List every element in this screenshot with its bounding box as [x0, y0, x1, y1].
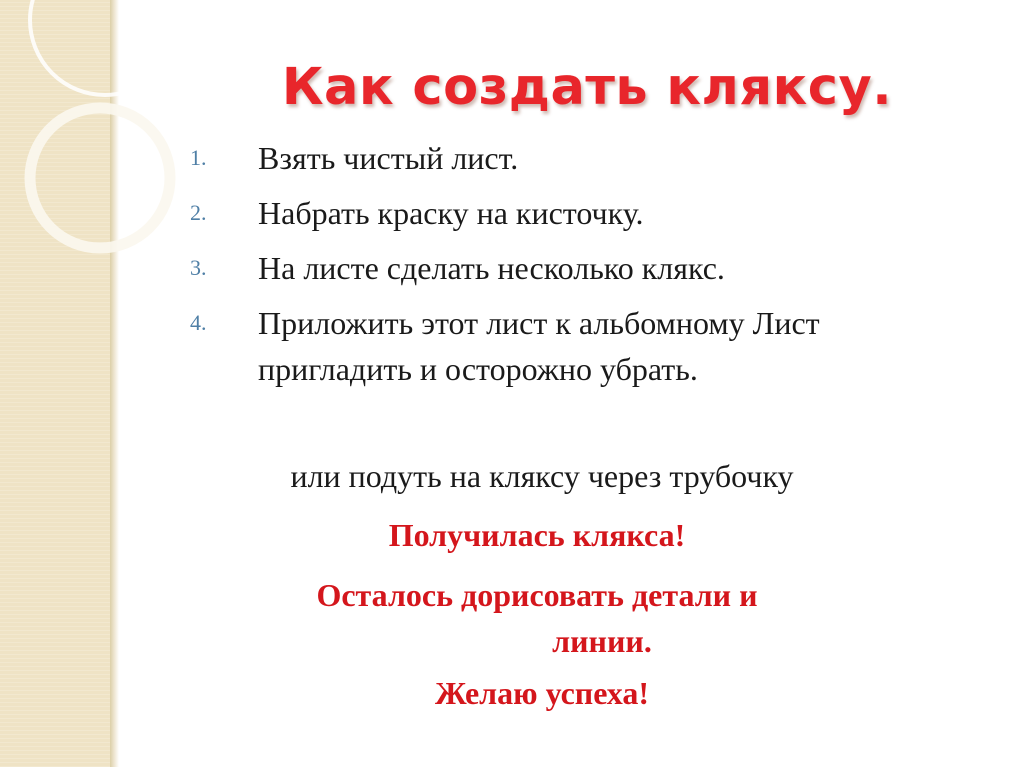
result-text: Получилась клякса! — [388, 517, 686, 553]
next-step-text — [0, 572, 1024, 664]
list-item-number: 3. — [190, 255, 207, 280]
list-item — [190, 135, 910, 181]
next-step-line-2: линии. — [552, 623, 652, 659]
next-step-line-1: Осталось дорисовать детали и — [316, 577, 758, 613]
steps-list — [190, 135, 910, 401]
list-item — [190, 245, 910, 291]
list-item-number: 1. — [190, 145, 207, 170]
list-item — [190, 190, 910, 236]
list-item-number: 4. — [190, 310, 207, 335]
slide-title: Как создать кляксу. — [281, 58, 893, 117]
list-item-text: Взять чистый лист. — [258, 140, 519, 176]
wish-text: Желаю успеха! — [434, 675, 650, 711]
decorative-circle-bottom — [30, 108, 170, 248]
list-item — [190, 300, 910, 392]
list-item-text: Набрать краску на кисточку. — [258, 195, 644, 231]
list-item-text: На листе сделать несколько клякс. — [258, 250, 725, 286]
list-item-text: Приложить этот лист к альбомному Лист пригладить и осторожно убрать. — [258, 305, 820, 387]
list-item-number: 2. — [190, 200, 207, 225]
alternative-method-text: или подуть на кляксу через трубочку — [290, 458, 794, 494]
decorative-circles — [0, 0, 200, 300]
